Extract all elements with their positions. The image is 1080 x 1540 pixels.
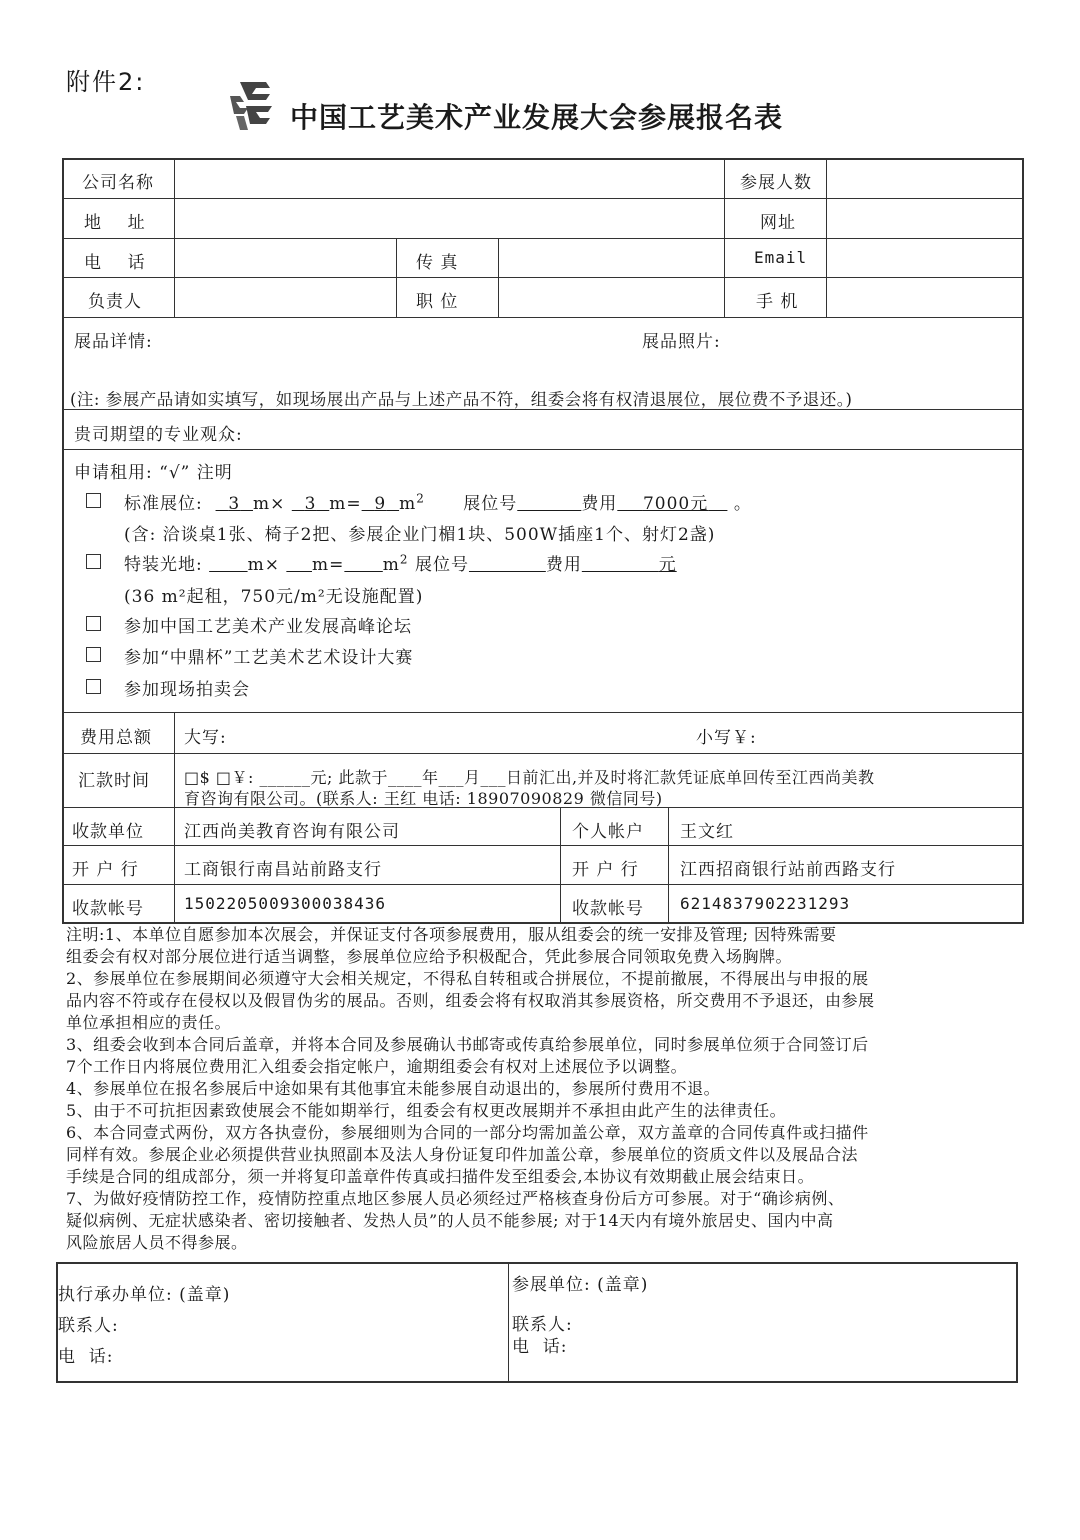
payee-label: 收款单位 [72,822,144,842]
forum-option-label: 参加中国工艺美术产业发展高峰论坛 [124,617,412,637]
fax-label: 传 真 [416,253,459,273]
attachment-label: 附件2: [66,68,146,96]
bank2-value: 江西招商银行站前西路支行 [680,860,896,880]
rental-header: 申请租用: “√” 注明 [74,463,233,483]
terms-line: 组委会有权对部分展位进行适当调整，参展单位应给予积极配合，凭此参展合同领取免费入场胸牌。 [66,947,793,966]
company-name-field[interactable] [176,160,722,196]
account2-label: 收款帐号 [572,899,644,919]
standard-booth-checkbox[interactable] [86,493,101,508]
position-label: 职 位 [416,292,459,312]
attendees-label: 参展人数 [740,173,812,193]
auction-option-label: 参加现场拍卖会 [124,680,250,700]
fax-field[interactable] [500,240,722,276]
exhibitor-contact-label: 联系人: [512,1315,573,1335]
terms-line: 7个工作日内将展位费用汇入组委会指定帐户，逾期组委会有权对上述展位予以调整。 [66,1057,688,1076]
exhibitor-seal-label: 参展单位: (盖章) [512,1275,649,1295]
account2-value: 6214837902231293 [680,894,851,913]
capital-amount-label: 大写: [184,728,227,748]
personal-account-label: 个人帐户 [572,822,644,842]
terms-notes [66,924,1012,1254]
bank-value: 工商银行南昌站前路支行 [184,860,382,880]
attendees-field[interactable] [828,160,1022,196]
mobile-field[interactable] [828,279,1022,315]
contest-checkbox[interactable] [86,647,101,662]
contest-option-label: 参加“中鼎杯”工艺美术艺术设计大赛 [124,648,414,668]
small-amount-label: 小写￥: [696,728,757,748]
website-label: 网址 [760,213,796,233]
phone-label: 电 话 [84,253,146,273]
exhibit-photos-label: 展品照片: [642,332,721,352]
address-label: 地 址 [84,213,146,233]
exhibit-details-label: 展品详情: [74,332,153,352]
phone-field[interactable] [176,240,394,276]
terms-line: 注明:1、本单位自愿参加本次展会，并保证支付各项参展费用，服从组委会的统一安排及管理; 因特殊需要 [66,925,837,944]
special-booth-note: (36 m²起租，750元/m²无设施配置) [124,587,424,607]
address-field[interactable] [176,200,722,236]
bank-label: 开 户 行 [72,860,139,880]
terms-line: 风险旅居人员不得参展。 [66,1233,248,1252]
audience-label: 贵司期望的专业观众: [74,425,243,445]
company-name-label: 公司名称 [82,173,154,193]
standard-booth-includes: (含: 洽谈桌1张、椅子2把、参展企业门楣1块、500W插座1个、射灯2盏) [124,525,716,545]
standard-booth-row: 标准展位: 3 m× 3 m= 9 $m^2$ 展位号 费用 7000元 。 [124,491,752,514]
terms-line: 7、为做好疫情防控工作，疫情防控重点地区参展人员必须经过严格核查身份后方可参展。对于“确诊病例、 [66,1189,845,1208]
email-label: Email [754,248,808,267]
terms-line: 4、参展单位在报名参展后中途如果有其他事宜未能参展自动退出的，参展所付费用不退。 [66,1079,721,1098]
terms-line: 手续是合同的组成部分，须一并将复印盖章件传真或扫描件发至组委会,本协议有效期截止展会结束日。 [66,1167,815,1186]
organizer-seal-label: 执行承办单位: (盖章) [58,1285,231,1305]
special-booth-row: 特装光地: m× m= $m^2$ 展位号 费用 元 [124,552,677,575]
exhibit-note: (注: 参展产品请如实填写，如现场展出产品与上述产品不符，组委会将有权清退展位，展位费不予退还。) [70,390,853,409]
person-in-charge-label: 负责人 [88,292,142,312]
total-fee-label: 费用总额 [80,728,152,748]
terms-line: 2、参展单位在参展期间必须遵守大会相关规定，不得私自转租或合拼展位，不提前撤展，不得展出与申报的展 [66,969,869,988]
terms-line: 品内容不符或存在侵权以及假冒伪劣的展品。否则，组委会将有权取消其参展资格，所交费用不予退还，由参展 [66,991,875,1010]
bank2-label: 开 户 行 [572,860,639,880]
email-field[interactable] [828,240,1022,276]
terms-line: 同样有效。参展企业必须提供营业执照副本及法人身份证复印件加盖公章，参展单位的资质文件以及展品合法 [66,1145,859,1164]
remit-time-label: 汇款时间 [78,771,150,791]
mobile-label: 手 机 [756,292,799,312]
position-field[interactable] [500,279,722,315]
terms-line: 3、组委会收到本合同后盖章，并将本合同及参展确认书邮寄或传真给参展单位，同时参展单位须于合同签订后 [66,1035,869,1054]
account-value: 1502205009300038436 [184,894,387,913]
person-in-charge-field[interactable] [176,279,394,315]
exhibitor-tel-label: 电 话: [512,1337,568,1357]
remit-line-2: 育咨询有限公司。(联系人: 王红 电话: 18907090829 微信同号) [184,789,663,808]
payee-value: 江西尚美教育咨询有限公司 [184,822,400,842]
personal-account-value: 王文红 [680,822,734,842]
special-booth-checkbox[interactable] [86,554,101,569]
terms-line: 5、由于不可抗拒因素致使展会不能如期举行，组委会有权更改展期并不承担由此产生的法律责任。 [66,1101,787,1120]
terms-line: 疑似病例、无症状感染者、密切接触者、发热人员”的人员不能参展; 对于14天内有境外旅居史、国内中高 [66,1211,834,1230]
account-label: 收款帐号 [72,899,144,919]
auction-checkbox[interactable] [86,679,101,694]
organizer-tel-label: 电 话: [58,1347,114,1367]
terms-line: 单位承担相应的责任。 [66,1013,232,1032]
terms-line: 6、本合同壹式两份，双方各执壹份，参展细则为合同的一部分均需加盖公章，双方盖章的合同传真件或扫描件 [66,1123,869,1142]
page-title: 中国工艺美术产业发展大会参展报名表 [290,101,784,134]
organizer-contact-label: 联系人: [58,1316,119,1336]
logo-icon [226,80,278,132]
website-field[interactable] [828,200,1022,236]
remit-line-1: □$ □￥: ______元; 此款于____年___月___日前汇出,并及时将汇款凭证底单回传至江西尚美教 [184,768,875,787]
forum-checkbox[interactable] [86,616,101,631]
